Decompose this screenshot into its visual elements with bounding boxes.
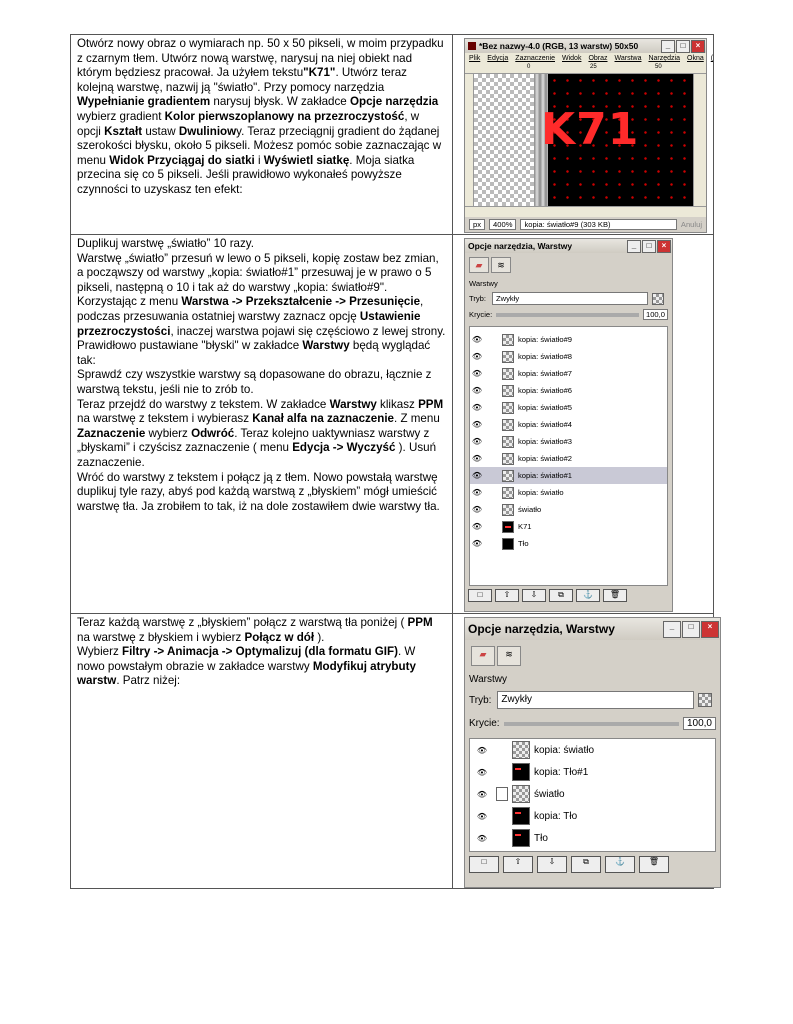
eye-icon[interactable]: 👁 — [476, 789, 488, 799]
layer-thumbnail — [502, 385, 514, 397]
unit-select[interactable]: px — [469, 219, 485, 230]
layer-name: światło — [518, 505, 542, 514]
menu-item[interactable]: Okna — [687, 55, 704, 62]
text-run: Warstwę „światło” przesuń w lewo o 5 pikseli, kopię zostaw bez zmian, a począwszy od warstwy „kopia: światło#1” przesuwaj je w prawo o 5 pikseli, następną o 10 i tak aż do warstwy „kopia: światło#9". — [77, 251, 439, 294]
dock-tabs — [465, 640, 720, 672]
layer-thumbnail — [502, 538, 514, 550]
layers-dialog-zoomed — [464, 617, 721, 888]
eye-icon[interactable]: 👁 — [476, 833, 488, 843]
opacity-label: Krycie: — [469, 718, 500, 729]
layer-name: K71 — [518, 522, 532, 531]
layer-thumbnail — [502, 470, 514, 482]
layer-row[interactable] — [470, 783, 715, 805]
text-run: Teraz przejdź do warstwy z tekstem. W zakładce — [77, 397, 330, 411]
text-run: , inaczej warstwa pojawi się częściowo z lewej strony. — [170, 324, 446, 338]
status-bar — [465, 217, 706, 232]
new-layer-button[interactable]: □ — [468, 589, 492, 602]
opacity-slider[interactable] — [496, 313, 639, 317]
lower-layer-button[interactable]: ⇩ — [522, 589, 546, 602]
eye-icon[interactable]: 👁 — [471, 369, 483, 378]
bold-text-run: Połącz w dół — [244, 630, 315, 644]
layer-row[interactable] — [470, 739, 715, 761]
layer-name: Tło — [534, 832, 548, 844]
bold-text-run: Kanał alfa na zaznaczenie — [252, 412, 395, 426]
layers-dialog — [464, 238, 673, 612]
eraser-tab-icon[interactable]: ▰ — [469, 257, 489, 273]
layer-row[interactable] — [470, 805, 715, 827]
text-run: Prawidłowo pustawiane "błyski" w zakładce — [77, 339, 303, 353]
layer-name: kopia: światło#7 — [518, 369, 573, 378]
eye-icon[interactable]: 👁 — [471, 488, 483, 497]
layer-row[interactable] — [470, 331, 667, 348]
anchor-layer-button[interactable]: ⚓ — [576, 589, 600, 602]
ruler-mark: 25 — [590, 64, 597, 70]
layers-list — [469, 326, 668, 586]
layer-thumbnail — [502, 351, 514, 363]
anchor-layer-button[interactable]: ⚓ — [605, 856, 635, 873]
close-button[interactable]: × — [657, 240, 671, 253]
opacity-value[interactable]: 100,0 — [643, 309, 668, 320]
text-run: Teraz każdą warstwę z „błyskiem” połącz z warstwą tła poniżej ( — [77, 616, 408, 629]
delete-layer-button[interactable]: 🗑 — [603, 589, 627, 602]
maximize-button[interactable]: □ — [642, 240, 656, 253]
layer-row[interactable] — [470, 761, 715, 783]
window-title: *Bez nazwy-4.0 (RGB, 13 warstw) 50x50 — [479, 41, 639, 51]
app-icon — [468, 42, 476, 50]
maximize-button[interactable]: □ — [682, 621, 700, 638]
bold-text-run: Modyfikuj atrybuty warstw — [77, 659, 416, 688]
lower-layer-button[interactable]: ⇩ — [537, 856, 567, 873]
text-run: będą wyglądać tak: — [77, 339, 431, 367]
text-run: Korzystając z menu — [77, 295, 182, 309]
mode-label: Tryb: — [469, 694, 492, 706]
duplicate-layer-button[interactable]: ⧉ — [571, 856, 601, 873]
dialog-title: Opcje narzędzia, Warstwy — [468, 622, 615, 636]
eye-icon[interactable]: 👁 — [471, 539, 483, 548]
text-run: wybierz gradient — [77, 109, 165, 123]
maximize-button[interactable]: □ — [676, 40, 690, 53]
table-row — [71, 35, 714, 235]
horizontal-scrollbar[interactable] — [465, 206, 706, 217]
step-image-cell — [453, 235, 714, 614]
raise-layer-button[interactable]: ⇧ — [503, 856, 533, 873]
ruler-mark: 50 — [655, 64, 662, 70]
layers-list — [469, 738, 716, 852]
text-run: i — [254, 153, 264, 167]
text-run: narysuj błysk. W zakładce — [210, 95, 350, 109]
layer-row[interactable] — [470, 399, 667, 416]
layer-thumbnail — [512, 829, 530, 847]
text-run: ). — [314, 630, 325, 644]
opacity-slider[interactable] — [504, 722, 679, 726]
bold-text-run: Kolor pierwszoplanowy na przezroczystość — [164, 109, 405, 123]
text-run: . Moja siatka przecina się co 5 pikseli. Jeśli prawidłowo wykonałeś powyższe czynności to uzyskasz ten efekt: — [77, 153, 415, 196]
eraser-tab-icon[interactable]: ▰ — [471, 646, 495, 666]
bold-text-run: Kształt — [104, 124, 143, 138]
bold-text-run: Zaznaczenie — [77, 426, 146, 440]
layer-row[interactable] — [470, 365, 667, 382]
bold-text-run: PPM — [407, 616, 433, 629]
bold-text-run: Opcje narzędzia — [349, 95, 439, 109]
k71-text-layer: K71 — [541, 104, 640, 155]
layer-name: kopia: światło#1 — [518, 471, 573, 480]
bold-text-run: Odwróć — [191, 426, 235, 440]
menu-item[interactable]: Obraz — [588, 55, 608, 62]
eye-icon[interactable]: 👁 — [471, 335, 483, 344]
text-run: na warstwę z tekstem i wybierasz — [77, 412, 253, 426]
layer-thumbnail — [502, 504, 514, 516]
close-button[interactable]: × — [701, 621, 719, 638]
layer-name: kopia: Tło — [534, 810, 578, 822]
status-info: kopia: światło#9 (303 KB) — [520, 219, 676, 230]
layer-thumbnail — [502, 453, 514, 465]
eye-icon[interactable]: 👁 — [471, 420, 483, 429]
layer-row[interactable] — [470, 827, 715, 849]
menu-item[interactable]: Edycja — [487, 55, 509, 62]
text-run: . Z menu — [394, 412, 440, 426]
layer-name: kopia: Tło#1 — [534, 766, 589, 778]
eye-icon[interactable]: 👁 — [471, 386, 483, 395]
eye-icon[interactable]: 👁 — [471, 522, 483, 531]
layer-toolbar — [465, 586, 672, 605]
cancel-button[interactable]: Anuluj — [680, 220, 702, 229]
step-2-text — [71, 235, 452, 514]
bold-text-run: PPM — [418, 397, 444, 411]
mode-select[interactable]: Zwykły — [492, 292, 648, 305]
layer-name: Tło — [518, 539, 529, 548]
bold-text-run: Widok Przyciągaj do siatki — [109, 153, 255, 167]
eye-icon[interactable]: 👁 — [476, 811, 488, 821]
layer-name: kopia: światło#6 — [518, 386, 573, 395]
eye-icon[interactable]: 👁 — [476, 745, 488, 755]
table-row — [71, 235, 714, 614]
text-run: . Patrz niżej: — [116, 674, 181, 688]
layers-tab-icon[interactable]: ≋ — [497, 646, 521, 666]
layer-name: kopia: światło — [518, 488, 564, 497]
minimize-button[interactable]: _ — [661, 40, 675, 53]
zoom-select[interactable]: 400% — [489, 219, 516, 230]
ruler-mark: 0 — [527, 64, 531, 70]
menu-item[interactable]: Warstwa — [614, 55, 642, 62]
eye-icon[interactable]: 👁 — [471, 454, 483, 463]
layer-name: kopia: światło#2 — [518, 454, 573, 463]
step-text-cell — [71, 35, 453, 235]
eye-icon[interactable]: 👁 — [476, 767, 488, 777]
text-run: Wróć do warstwy z tekstem i połącz ją z tłem. Nowo powstałą warstwę duplikuj tyle razy, abyś pod każdą warstwą z „błyskiem” mógł umieścić warstwę tła. Ja zrobiłem to tak, iż na dole zostawiłem dwie warstwy tła. — [77, 470, 440, 513]
layer-thumbnail — [502, 402, 514, 414]
layer-thumbnail — [502, 419, 514, 431]
horizontal-ruler — [465, 64, 706, 74]
bold-text-run: Dwuliniow — [178, 124, 237, 138]
mode-label: Tryb: — [469, 294, 487, 303]
text-run: y. Teraz przeciągnij gradient do żądanej szerokości błysku, około 5 pikseli. Możesz pomóc sobie zaznaczając w menu — [77, 124, 442, 167]
text-run: Sprawdź czy wszystkie warstwy są dopasowane do obrazu, łącznie z warstwą tekstu, jeśli nie to zrób to. — [77, 368, 432, 396]
eye-icon[interactable]: 👁 — [471, 471, 483, 480]
layer-row[interactable] — [470, 467, 667, 484]
layer-row[interactable] — [470, 450, 667, 467]
step-text-cell — [71, 614, 453, 889]
menu-item[interactable]: Narzędzia — [648, 55, 680, 62]
eye-icon[interactable]: 👁 — [471, 437, 483, 446]
lock-alpha-checkbox[interactable] — [698, 693, 712, 707]
text-run: wybierz — [145, 426, 192, 440]
layer-row[interactable] — [470, 416, 667, 433]
menu-item[interactable]: Widok — [562, 55, 582, 62]
text-run: Otwórz nowy obraz o wymiarach np. 50 x 50 pikseli, w moim przypadku z czarnym tłem. Utwórz nową warstwę, narysuj na niej obiekt nad którym będziesz pracował. Ja użyłem tekstu — [77, 37, 444, 80]
layer-row[interactable] — [470, 348, 667, 365]
raise-layer-button[interactable]: ⇧ — [495, 589, 519, 602]
layer-row[interactable] — [470, 535, 667, 552]
layer-name: kopia: światło#3 — [518, 437, 573, 446]
text-run: ). Usuń zaznaczenie. — [77, 441, 437, 469]
bold-text-run: Warstwa -> Przekształcenie -> Przesunięcie — [181, 295, 421, 309]
layer-thumbnail — [512, 807, 530, 825]
menu-item[interactable]: ( — [710, 55, 714, 62]
image-canvas[interactable] — [465, 74, 706, 206]
opacity-label: Krycie: — [469, 310, 493, 319]
step-1-text — [71, 35, 452, 198]
menu-bar — [465, 53, 714, 64]
text-run: klikasz — [376, 397, 419, 411]
menu-item[interactable]: Zaznaczenie — [515, 55, 555, 62]
menu-item[interactable]: Plik — [469, 55, 481, 62]
eye-icon[interactable]: 👁 — [471, 505, 483, 514]
layer-row[interactable] — [470, 484, 667, 501]
layer-thumbnail — [502, 521, 514, 533]
lock-alpha-checkbox[interactable] — [652, 293, 664, 305]
minimize-button[interactable]: _ — [663, 621, 681, 638]
dock-tabs — [465, 253, 672, 277]
bold-text-run: Filtry -> Animacja -> Optymalizuj (dla formatu GIF) — [122, 645, 398, 659]
text-run: Duplikuj warstwę „światło” 10 razy. — [77, 237, 254, 250]
text-run: . Teraz kolejno uaktywniasz warstwy z „błyskami” i czyścisz zaznaczenie ( menu — [77, 426, 430, 455]
text-run: ustaw — [142, 124, 179, 138]
text-run: , w opcji — [77, 109, 420, 138]
layer-row[interactable] — [470, 382, 667, 399]
text-run: Wybierz — [77, 645, 122, 659]
layer-name: kopia: światło#5 — [518, 403, 573, 412]
layer-toolbar — [465, 852, 720, 877]
vertical-scrollbar[interactable] — [693, 74, 706, 206]
layer-thumbnail — [502, 436, 514, 448]
table-row — [71, 614, 714, 889]
step-image-cell — [453, 614, 714, 889]
layer-row[interactable] — [470, 433, 667, 450]
opacity-value[interactable]: 100,0 — [683, 717, 716, 730]
instructions-table — [70, 34, 714, 889]
step-text-cell — [71, 235, 453, 614]
link-toggle-icon[interactable] — [496, 787, 508, 801]
layer-thumbnail — [512, 785, 530, 803]
section-label: Warstwy — [469, 279, 498, 288]
bold-text-run: Warstwy — [302, 339, 350, 353]
layer-name: kopia: światło#9 — [518, 335, 573, 344]
step-3-text — [71, 614, 452, 689]
layer-name: kopia: światło — [534, 744, 595, 756]
section-label: Warstwy — [469, 674, 507, 685]
bold-text-run: Ustawienie przezroczystości — [77, 309, 421, 338]
delete-layer-button[interactable]: 🗑 — [639, 856, 669, 873]
bold-text-run: Warstwy — [329, 397, 377, 411]
layer-name: kopia: światło#8 — [518, 352, 573, 361]
layer-thumbnail — [512, 763, 530, 781]
layer-thumbnail — [502, 368, 514, 380]
layer-name: kopia: światło#4 — [518, 420, 573, 429]
new-layer-button[interactable]: □ — [469, 856, 499, 873]
eye-icon[interactable]: 👁 — [471, 352, 483, 361]
layers-tab-icon[interactable]: ≋ — [491, 257, 511, 273]
layer-thumbnail — [502, 487, 514, 499]
dialog-title: Opcje narzędzia, Warstwy — [468, 241, 573, 251]
close-button[interactable]: × — [691, 40, 705, 53]
layer-thumbnail — [502, 334, 514, 346]
vertical-ruler — [465, 74, 474, 206]
text-run: , podczas przesuwania ostatniej warstwy zaznacz opcję — [77, 295, 424, 323]
text-run: . W nowo powstałym obrazie w zakładce warstwy — [77, 645, 416, 673]
bold-text-run: "K71" — [303, 66, 336, 80]
bold-text-run: Edycja -> Wyczyść — [292, 441, 396, 455]
text-run: . Utwórz teraz kolejną warstwę, nazwij ją "światło". Przy pomocy narzędzia — [77, 66, 407, 94]
bold-text-run: Wyświetl siatkę — [263, 153, 350, 167]
layer-row[interactable] — [470, 501, 667, 518]
mode-select[interactable]: Zwykły — [497, 691, 694, 709]
duplicate-layer-button[interactable]: ⧉ — [549, 589, 573, 602]
layer-thumbnail — [512, 741, 530, 759]
step-image-cell — [453, 35, 714, 235]
text-run: na warstwę z błyskiem i wybierz — [77, 630, 245, 644]
minimize-button[interactable]: _ — [627, 240, 641, 253]
eye-icon[interactable]: 👁 — [471, 403, 483, 412]
layer-row[interactable] — [470, 518, 667, 535]
layer-name: światło — [534, 788, 565, 800]
bold-text-run: Wypełnianie gradientem — [77, 95, 211, 109]
gimp-image-window — [464, 38, 714, 233]
